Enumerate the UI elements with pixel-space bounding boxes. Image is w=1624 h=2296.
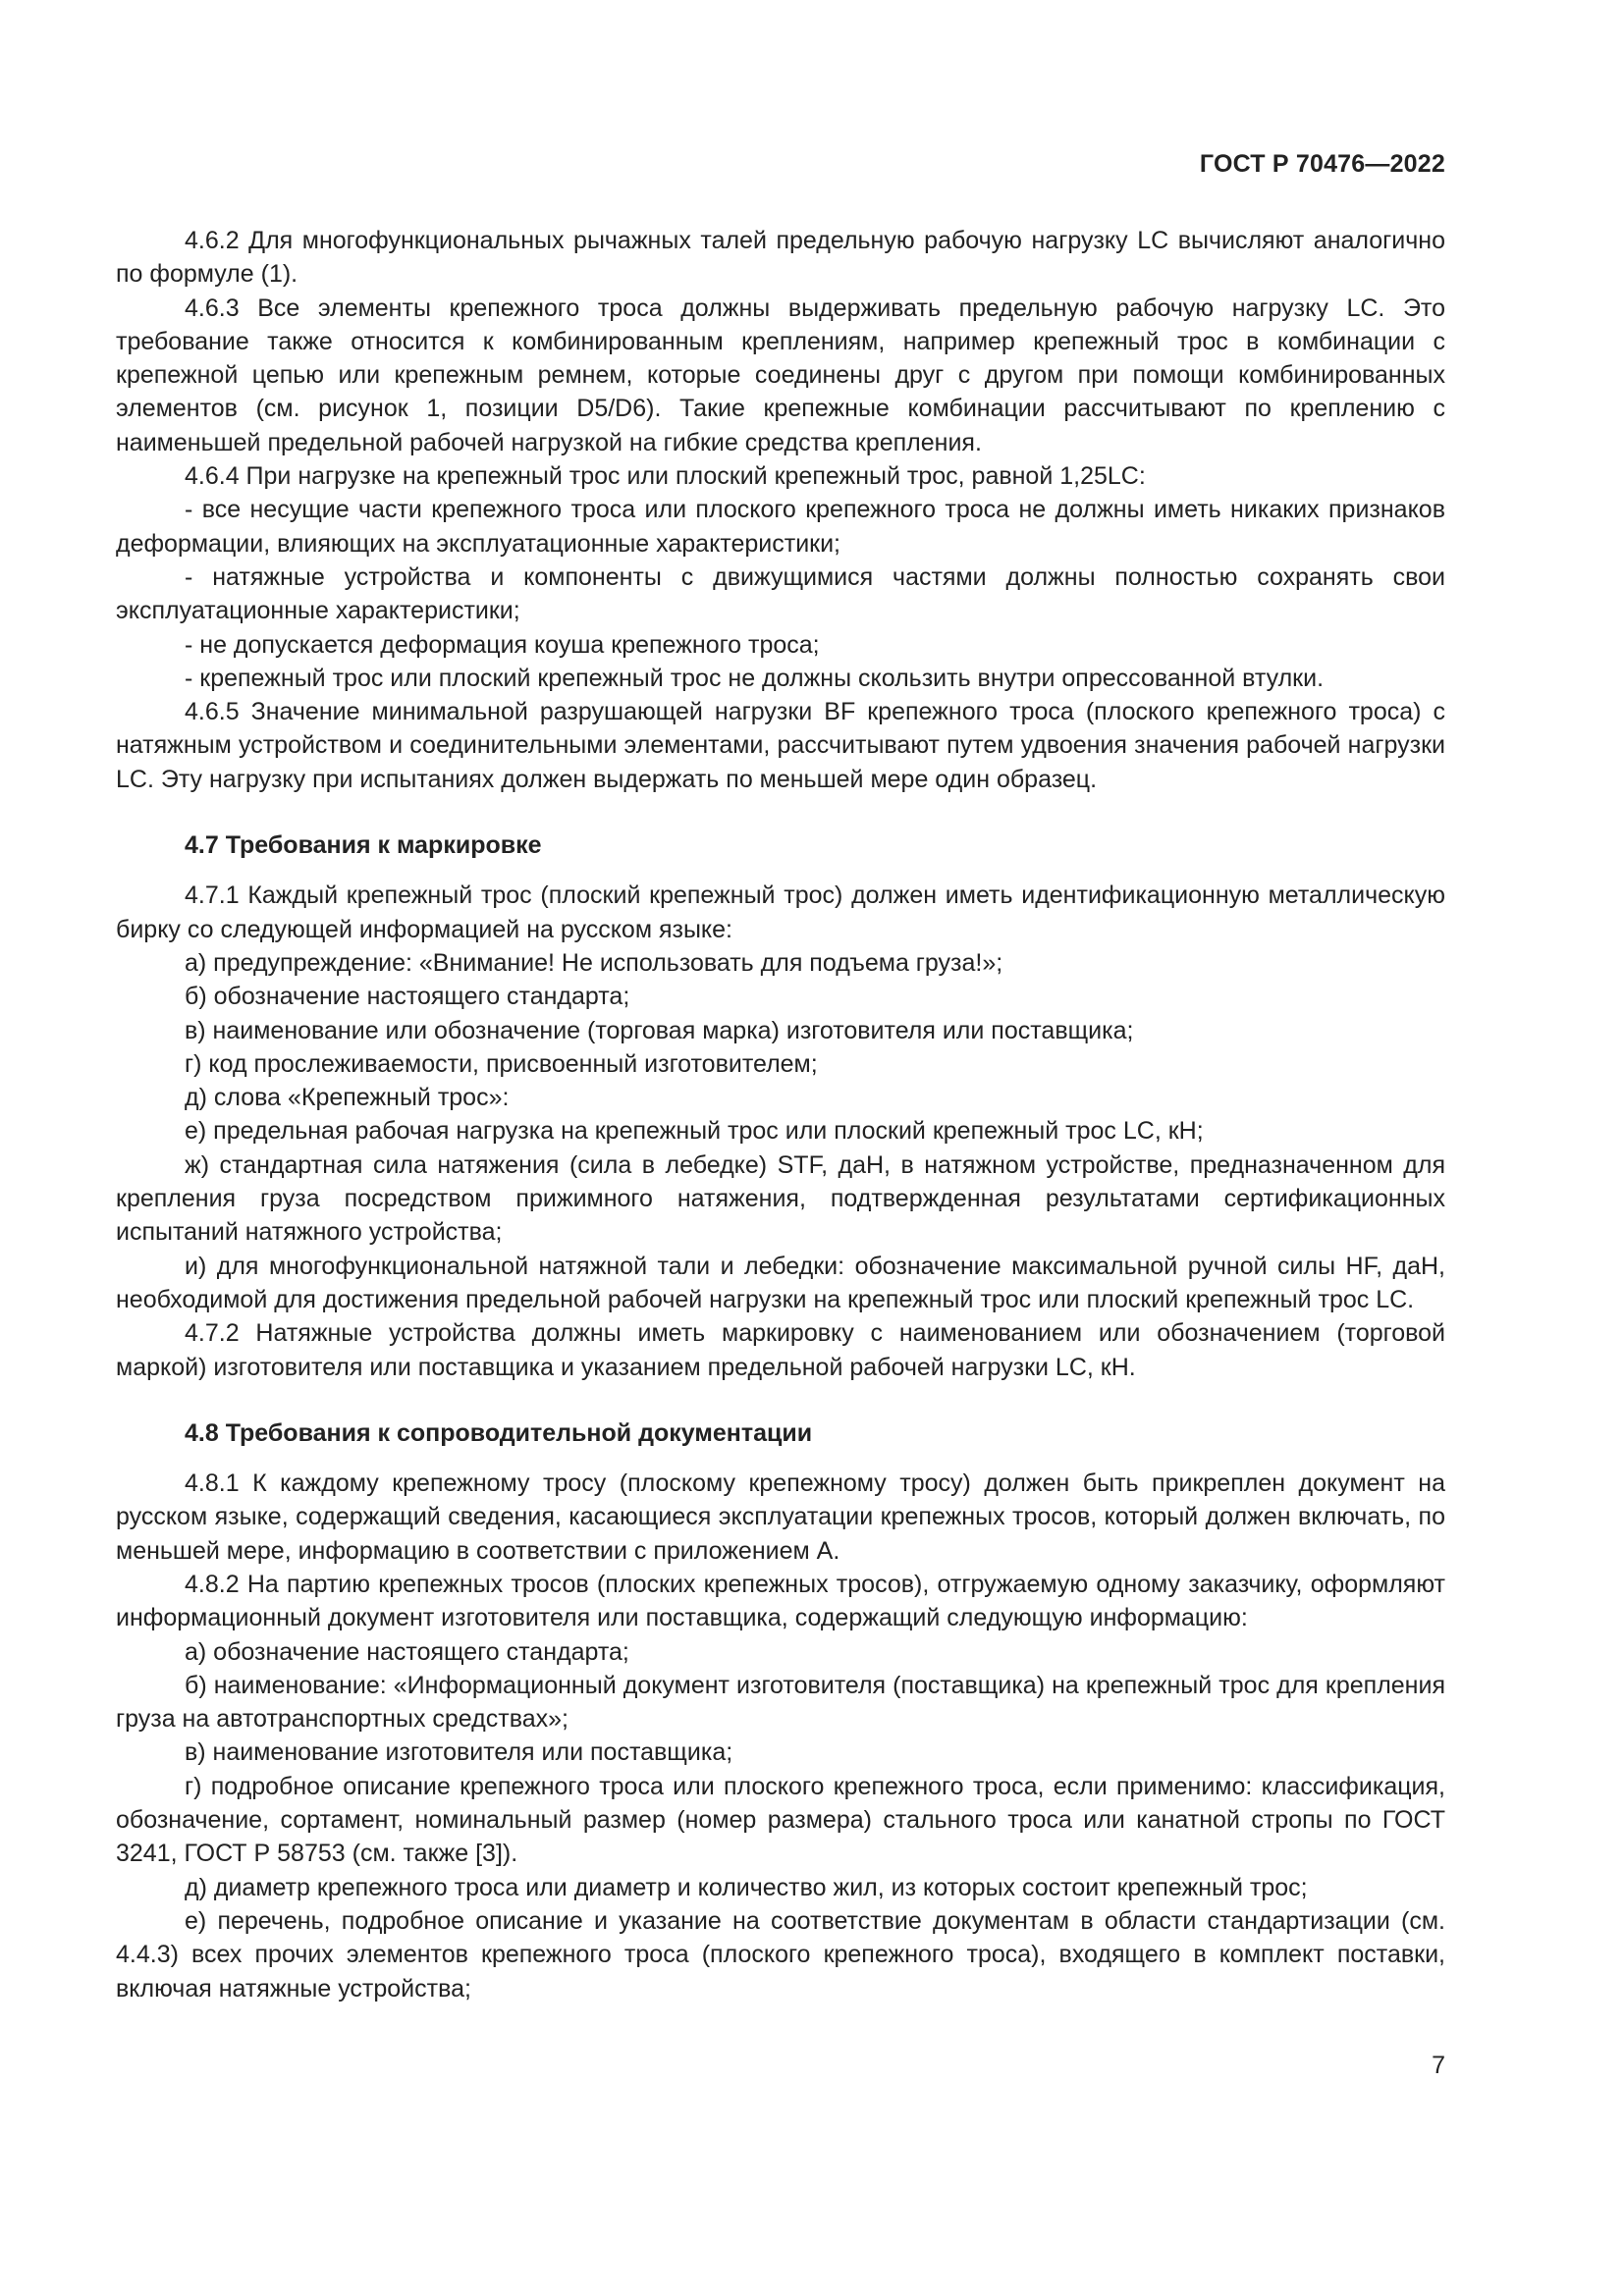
list-item: в) наименование или обозначение (торговая марка) изготовителя или поставщика; [185,1016,1134,1044]
list-item: б) наименование: «Информационный документ изготовителя (поставщика) на крепежный трос для крепления груза на автотранспортных средствах»; [116,1671,1445,1734]
paragraph-4-8-2: 4.8.2 На партию крепежных тросов (плоских крепежных тросов), отгружаемую одному заказчику, оформляют информационный документ изготовителя или поставщика, содержащий следующую информацию: [116,1570,1445,1632]
list-item: д) слова «Крепежный трос»: [185,1084,510,1112]
list-item: г) подробное описание крепежного троса или плоского крепежного троса, если применимо: классификация, обозначение, сортамент, номинальный размер (номер размера) стального троса или канатной стропы по ГОСТ 3241, ГОСТ Р 58753 (см. также [3]). [116,1772,1445,1868]
list-item: - не допускается деформация коуша крепежного троса; [185,630,820,659]
paragraph-4-6-5: 4.6.5 Значение минимальной разрушающей нагрузки BF крепежного троса (плоского крепежного троса) с натяжным устройством и соединительными элементами, рассчитывают путем удвоения значения рабочей нагрузки LC. Эту нагрузку при испытаниях должен выдержать по меньшей мере один образец. [116,698,1445,793]
list-item: б) обозначение настоящего стандарта; [185,983,630,1011]
document-body [116,224,1445,2005]
list-item: а) предупреждение: «Внимание! Не использовать для подъема груза!»; [185,948,1003,977]
list-item: - все несущие части крепежного троса или плоского крепежного троса не должны иметь никаких признаков деформации, влияющих на эксплуатационные характеристики; [116,496,1445,558]
section-heading-4-8: 4.8 Требования к сопроводительной документации [185,1418,813,1447]
list-item: а) обозначение настоящего стандарта; [185,1637,629,1666]
paragraph-4-7-2: 4.7.2 Натяжные устройства должны иметь маркировку с наименованием или обозначением (торговой маркой) изготовителя или поставщика и указанием предельной рабочей нагрузки LC, кН. [116,1319,1445,1381]
list-item: д) диаметр крепежного троса или диаметр и количество жил, из которых состоит крепежный трос; [185,1873,1308,1901]
paragraph-4-8-1: 4.8.1 К каждому крепежному тросу (плоскому крепежному тросу) должен быть прикреплен документ на русском языке, содержащий сведения, касающиеся эксплуатации крепежных тросов, который должен включать, по меньшей мере, информацию в соответствии с приложением А. [116,1469,1445,1565]
list-item: г) код прослеживаемости, присвоенный изготовителем; [185,1049,818,1078]
list-item: и) для многофункциональной натяжной тали и лебедки: обозначение максимальной ручной силы HF, даН, необходимой для достижения предельной рабочей нагрузки на крепежный трос или плоский крепежный трос LC. [116,1252,1445,1313]
list-item: - натяжные устройства и компоненты с движущимися частями должны полностью сохранять свои эксплуатационные характеристики; [116,562,1445,625]
list-item: - крепежный трос или плоский крепежный трос не должны скользить внутри опрессованной втулки. [185,664,1325,692]
section-heading-4-7: 4.7 Требования к маркировке [185,831,542,860]
paragraph-4-6-2: 4.6.2 Для многофункциональных рычажных талей предельную рабочую нагрузку LC вычисляют аналогично по формуле (1). [116,227,1445,289]
page-number: 7 [1432,2052,1445,2079]
paragraph-4-7-1: 4.7.1 Каждый крепежный трос (плоский крепежный трос) должен иметь идентификационную металлическую бирку со следующей информацией на русском языке: [116,881,1445,943]
list-item: ж) стандартная сила натяжения (сила в лебедке) STF, даН, в натяжном устройстве, предназначенном для крепления груза посредством прижимного натяжения, подтвержденная результатами сертификационных испытаний натяжного устройства; [116,1150,1445,1247]
paragraph-4-6-4: 4.6.4 При нагрузке на крепежный трос или плоский крепежный трос, равной 1,25LC: [185,462,1146,491]
list-item: е) предельная рабочая нагрузка на крепежный трос или плоский крепежный трос LC, кН; [185,1117,1204,1146]
list-item: е) перечень, подробное описание и указание на соответствие документам в области стандартизации (см. 4.4.3) всех прочих элементов крепежного троса (плоского крепежного троса), входящего в комплект поставки, включая натяжные устройства; [116,1906,1445,2002]
list-item: в) наименование изготовителя или поставщика; [185,1738,733,1767]
paragraph-4-6-3: 4.6.3 Все элементы крепежного троса должны выдерживать предельную рабочую нагрузку LC. Это требование также относится к комбинированным креплениям, например крепежный трос в комбинации с крепежной цепью или крепежным ремнем, которые соединены друг с другом при помощи комбинированных элементов (см. рисунок 1, позиции D5/D6). Такие крепежные комбинации рассчитывают по креплению с наименьшей предельной рабочей нагрузкой на гибкие средства крепления. [116,294,1445,456]
document-code: ГОСТ Р 70476—2022 [1199,150,1445,178]
